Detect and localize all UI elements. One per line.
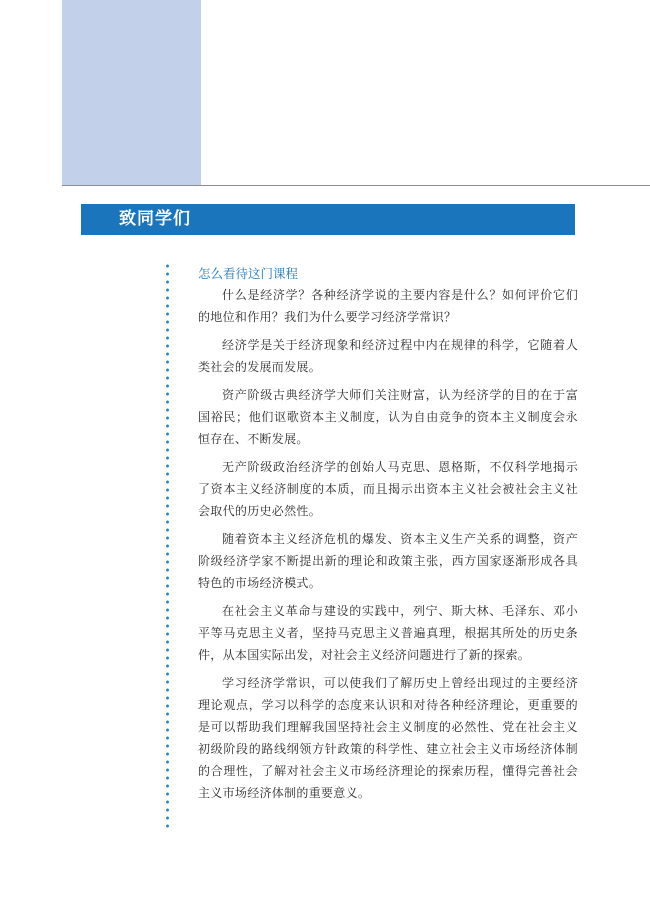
top-decor-block (62, 0, 201, 185)
section-heading: 怎么看待这门课程 (198, 266, 299, 281)
body-content (198, 264, 578, 810)
paragraph: 在社会主义革命与建设的实践中，列宁、斯大林、毛泽东、邓小平等马克思主义者，坚持马克思主义普遍真理，根据其所处的历史条件，从本国实际出发，对社会主义经济问题进行了新的探索。 (198, 604, 578, 662)
paragraph: 学习经济学常识，可以使我们了解历史上曾经出现过的主要经济理论观点，学习以科学的态度来认识和对待各种经济理论，更重要的是可以帮助我们理解我国坚持社会主义制度的必然性、党在社会主义初级阶段的路线纲领方针政策的科学性、建立社会主义市场经济体制的合理性，了解对社会主义市场经济理论的探索历程，懂得完善社会主义市场经济体制的重要意义。 (198, 676, 578, 800)
dotted-margin-line (166, 262, 169, 832)
paragraph: 经济学是关于经济现象和经济过程中内在规律的科学，它随着人类社会的发展而发展。 (198, 338, 578, 374)
paragraph: 什么是经济学？各种经济学说的主要内容是什么？如何评价它们的地位和作用？我们为什么要学习经济学常识？ (198, 288, 578, 324)
title-bar (81, 204, 575, 235)
page-title: 致同学们 (119, 209, 191, 229)
header-rule (62, 185, 650, 186)
paragraph: 随着资本主义经济危机的爆发、资本主义生产关系的调整，资产阶级经济学家不断提出新的理论和政策主张，西方国家逐渐形成各具特色的市场经济模式。 (198, 532, 578, 590)
paragraph: 无产阶级政治经济学的创始人马克思、恩格斯，不仅科学地揭示了资本主义经济制度的本质，而且揭示出资本主义社会被社会主义社会取代的历史必然性。 (198, 460, 578, 518)
paragraph: 资产阶级古典经济学大师们关注财富，认为经济学的目的在于富国裕民；他们讴歌资本主义制度，认为自由竞争的资本主义制度会永恒存在、不断发展。 (198, 388, 578, 446)
